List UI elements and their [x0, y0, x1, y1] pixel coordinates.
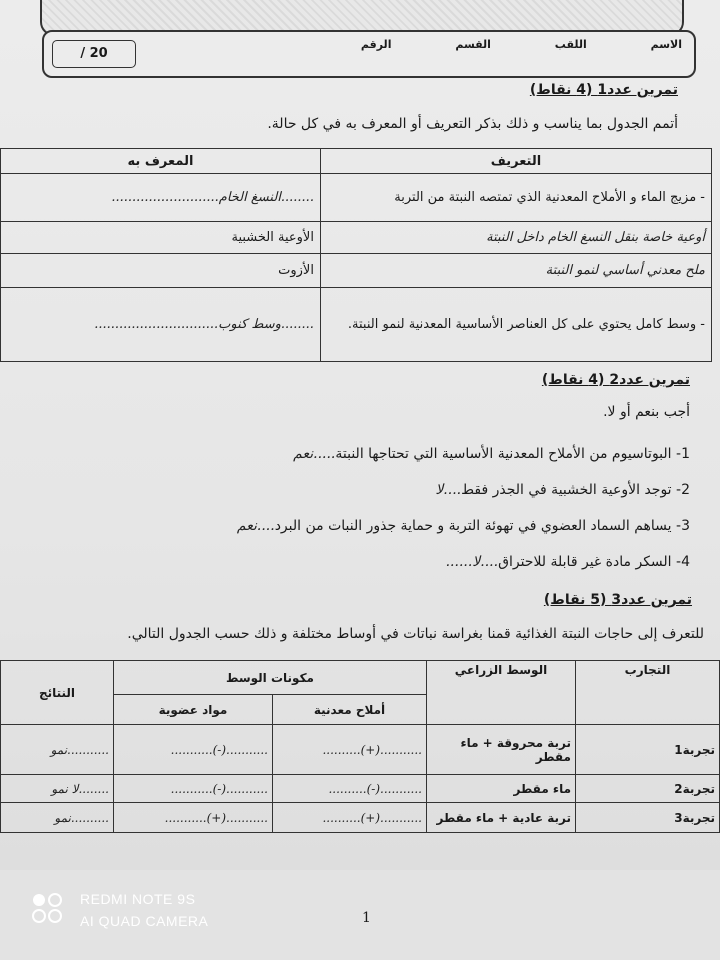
result-cell: ........لا نمو: [1, 775, 114, 803]
exercise-3-table: [0, 660, 720, 833]
camera-watermark-model: REDMI NOTE 9S: [80, 891, 196, 907]
student-info-line: [301, 38, 682, 51]
camera-watermark: [80, 888, 208, 932]
minerals-cell: ...........(-)..........: [273, 775, 427, 803]
experiment-cell: تجربة3: [576, 803, 720, 833]
table-row: [1, 254, 712, 288]
table-header-row: [1, 661, 720, 695]
col-experiments: التجارب: [576, 661, 720, 725]
col-minerals: أملاح معدنية: [273, 695, 427, 725]
experiment-cell: تجربة1: [576, 725, 720, 775]
surname-label: اللقب: [554, 38, 587, 51]
exercise-1-title: تمرين عدد1 (4 نقاط): [529, 82, 678, 98]
question-answer: ....لا......: [445, 554, 499, 570]
answer-cell: أوعية خاصة بنقل النسغ الخام داخل النبتة: [320, 222, 711, 254]
exercise-2-instruction: أجب بنعم أو لا.: [603, 404, 690, 420]
answer-cell: ملح معدني أساسي لنمو النبتة: [320, 254, 711, 288]
question-answer: ....نعم: [236, 518, 275, 534]
question-answer: .....نعم: [293, 446, 336, 462]
question-1: [293, 446, 690, 462]
number-label: الرقم: [360, 38, 392, 51]
result-cell: ...........نمو: [1, 725, 114, 775]
col-definition: التعريف: [320, 149, 711, 174]
col-defined: المعرف به: [1, 149, 321, 174]
table-row: [1, 222, 712, 254]
table-row: [1, 725, 720, 775]
minerals-cell: ...........(+)..........: [273, 803, 427, 833]
table-header-row: [1, 149, 712, 174]
experiment-cell: تجربة2: [576, 775, 720, 803]
col-organic: مواد عضوية: [114, 695, 273, 725]
camera-watermark-camera: AI QUAD CAMERA: [80, 913, 209, 929]
student-info-box: [42, 30, 696, 78]
medium-cell: تربة عادية + ماء مقطر: [427, 803, 576, 833]
table-row: [1, 174, 712, 222]
question-text: 4- السكر مادة غير قابلة للاحتراق: [498, 554, 690, 570]
question-answer: ....لا: [435, 482, 462, 498]
exercise-2-title: تمرين عدد2 (4 نقاط): [541, 372, 690, 388]
medium-cell: ماء مقطر: [427, 775, 576, 803]
exercise-1-instruction: أتمم الجدول بما يناسب و ذلك بذكر التعريف أو المعرف به في كل حالة.: [267, 116, 678, 132]
name-label: الاسم: [650, 38, 682, 51]
table-row: [1, 803, 720, 833]
definition-cell: - وسط كامل يحتوي على كل العناصر الأساسية المعدنية لنمو النبتة.: [320, 288, 711, 362]
question-text: 2- توجد الأوعية الخشبية في الجذر فقط: [461, 482, 690, 498]
grade-box: / 20: [52, 40, 136, 68]
question-text: 3- يساهم السماد العضوي في تهوئة التربة و حماية جذور النبات من البرد: [274, 518, 690, 534]
answer-cell: ........النسغ الخام..........................: [1, 174, 321, 222]
exercise-3-instruction: للتعرف إلى حاجات النبتة الغذائية قمنا بغراسة نباتات في أوساط مختلفة و ذلك حسب الجدول التالي.: [127, 626, 704, 642]
page-number: 1: [362, 910, 371, 926]
camera-watermark-icon: [30, 892, 70, 924]
table-row: [1, 288, 712, 362]
col-medium: الوسط الزراعي: [427, 661, 576, 725]
section-label: القسم: [455, 38, 491, 51]
organic-cell: ...........(-)...........: [114, 775, 273, 803]
table-row: [1, 775, 720, 803]
question-text: 1- البوتاسيوم من الأملاح المعدنية الأساسية التي تحتاجها النبتة: [335, 446, 690, 462]
exercise-3-title: تمرين عدد3 (5 نقاط): [543, 592, 692, 608]
organic-cell: ...........(-)...........: [114, 725, 273, 775]
question-4: [446, 554, 690, 570]
answer-cell: ........وسط كنوب..............................: [1, 288, 321, 362]
question-3: [237, 518, 690, 534]
organic-cell: ...........(+)...........: [114, 803, 273, 833]
definition-cell: - مزيج الماء و الأملاح المعدنية الذي تمتصه النبتة من التربة: [320, 174, 711, 222]
col-components: مكونات الوسط: [114, 661, 427, 695]
question-2: [435, 482, 690, 498]
col-results: النتائج: [1, 661, 114, 725]
result-cell: ..........نمو: [1, 803, 114, 833]
defined-cell: الأزوت: [1, 254, 321, 288]
medium-cell: تربة محروقة + ماء مقطر: [427, 725, 576, 775]
exercise-1-table: [0, 148, 712, 362]
minerals-cell: ...........(+)..........: [273, 725, 427, 775]
defined-cell: الأوعية الخشبية: [1, 222, 321, 254]
